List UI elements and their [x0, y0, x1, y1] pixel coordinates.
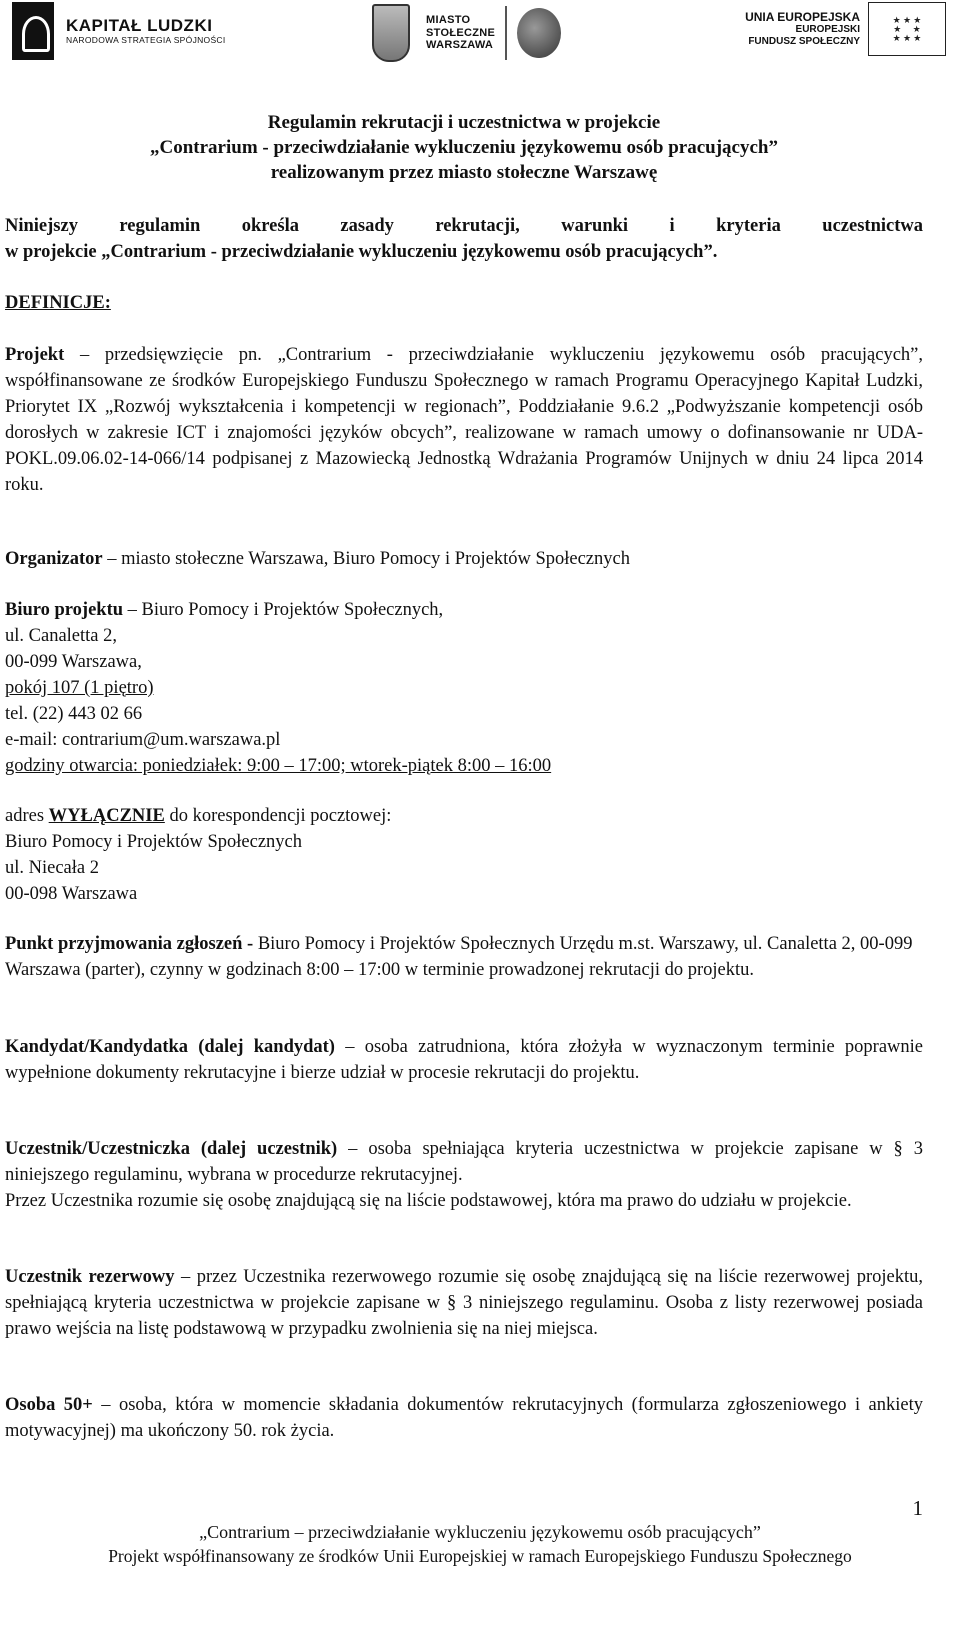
term-projekt: Projekt [5, 345, 65, 365]
term-rezerwowy: Uczestnik rezerwowy [5, 1267, 175, 1287]
term-osoba-50: Osoba 50+ [5, 1395, 93, 1415]
warsaw-crest-icon [372, 4, 410, 62]
logo-divider [505, 6, 507, 60]
kandydat-text: – osoba zatrudniona, która złożyła w wyznaczonym terminie poprawnie wypełnione dokumenty rekrutacyjne i bierze udział w procesie rekrutacji do projektu. [5, 1037, 923, 1083]
uczestnik-extra: Przez Uczestnika rozumie się osobę znajdującą się na liście podstawowej, która ma prawo do udziału w projekcie. [5, 1191, 852, 1211]
term-uczestnik: Uczestnik/Uczestniczka (dalej uczestnik) [5, 1139, 338, 1159]
footer-line-1: „Contrarium – przeciwdziałanie wykluczeniu językowemu osób pracujących” [199, 1522, 761, 1542]
postal-suffix: do korespondencji pocztowej: [164, 806, 392, 826]
intro-paragraph [5, 213, 923, 265]
biuro-hours: godziny otwarcia: poniedziałek: 9:00 – 17:00; wtorek-piątek 8:00 – 16:00 [5, 756, 552, 776]
eu-logo-line2: EUROPEJSKI [795, 24, 860, 36]
postal-street: ul. Niecała 2 [5, 858, 99, 878]
term-biuro-projektu: Biuro projektu [5, 600, 124, 620]
punkt-text: Biuro Pomocy i Projektów Społecznych Urzędu m.st. Warszawy, ul. Canaletta 2, 00-099 Warszawa (parter), czynny w godzinach 8:00 – 17:00 w terminie prowadzonej rekrutacji do projektu. [5, 934, 913, 980]
document-title [0, 110, 928, 185]
page-number: 1 [912, 1496, 923, 1520]
eu-logo [745, 2, 946, 56]
postal-emphasis: WYŁĄCZNIE [48, 806, 165, 826]
definition-uczestnik [5, 1136, 923, 1188]
uczestnik-text: – osoba spełniająca kryteria uczestnictwa w projekcie zapisane w § 3 niniejszego regulaminu, wybrana w procedurze rekrutacyjnej. [5, 1139, 923, 1185]
definition-rezerwowy [5, 1264, 923, 1342]
term-organizator: Organizator [5, 549, 103, 569]
term-punkt: Punkt przyjmowania zgłoszeń - [5, 934, 254, 954]
footer-line-2: Projekt współfinansowany ze środków Unii Europejskiej w ramach Europejskiego Funduszu Społecznego [108, 1546, 852, 1566]
title-line-3: realizowanym przez miasto stołeczne Warszawę [270, 162, 658, 183]
definition-biuro-projektu [5, 597, 923, 779]
biuro-phone: tel. (22) 443 02 66 [5, 704, 143, 724]
definition-kandydat [5, 1034, 923, 1086]
biuro-city: 00-099 Warszawa, [5, 652, 142, 672]
kapital-ludzki-title: KAPITAŁ LUDZKI [66, 15, 213, 35]
intro-line-2: w projekcie „Contrarium - przeciwdziałanie wykluczeniu językowemu osób pracujących”. [5, 242, 718, 262]
postal-city: 00-098 Warszawa [5, 884, 138, 904]
intro-line-1: Niniejszy regulamin określa zasady rekrutacji, warunki i kryteria uczestnictwa [5, 216, 923, 236]
title-line-2: „Contrarium - przeciwdziałanie wykluczeniu językowemu osób pracujących” [150, 137, 778, 158]
projekt-text: – przedsięwzięcie pn. „Contrarium - przeciwdziałanie wykluczeniu językowemu osób pracujących”, współfinansowane ze środków Europejskiego Funduszu Społecznego w ramach Programu Operacyjnego Kapitał Ludzki, Priorytet IX „Rozwój wykształcenia i kompetencji w regionach”, Poddziałanie 9.6.2 „Podwyższanie kompetencji osób dorosłych w zakresie ICT i znajomości języków obcych”, realizowane w ramach umowy o dofinansowanie nr UDA-POKL.09.06.02-14-066/14 podpisanej z Mazowiecką Jednostką Wdrażania Programów Unijnych w dniu 24 lipca 2014 roku. [5, 345, 924, 495]
page-header [0, 0, 960, 70]
definitions-heading: DEFINICJE: [5, 293, 111, 313]
kapital-ludzki-subtitle: NARODOWA STRATEGIA SPÓJNOŚCI [66, 34, 226, 45]
biuro-email[interactable]: e-mail: contrarium@um.warszawa.pl [5, 730, 281, 750]
eu-logo-line1: UNIA EUROPEJSKA [745, 9, 860, 24]
eu-logo-line3: FUNDUSZ SPOŁECZNY [748, 35, 860, 47]
warszawa-logo-line2: STOŁECZNE [426, 26, 496, 39]
biuro-text: – Biuro Pomocy i Projektów Społecznych, [123, 600, 444, 620]
project-mascot-icon [517, 8, 561, 58]
organizator-text: – miasto stołeczne Warszawa, Biuro Pomocy i Projektów Społecznych [102, 549, 630, 569]
postal-address [5, 803, 923, 907]
rezerwowy-text: – przez Uczestnika rezerwowego rozumie się osobę znajdującą się na liście rezerwowej projektu, spełniającą kryteria uczestnictwa w projekcie zapisane w § 3 niniejszego regulaminu. Osoba z listy rezerwowej posiada prawo wejścia na listę podstawową w przypadku zwolnienia się na niej miejsca. [5, 1267, 924, 1339]
warszawa-logo-line1: MIASTO [426, 14, 471, 27]
definition-organizator [5, 546, 923, 572]
eu-flag-icon: ★ ★ ★ ★ ★ ★ ★ ★ [868, 2, 946, 56]
biuro-street: ul. Canaletta 2, [5, 626, 117, 646]
kapital-ludzki-emblem-icon [12, 2, 54, 60]
osoba50-text: – osoba, która w momencie składania dokumentów rekrutacyjnych (formularza zgłoszeniowego i ankiety motywacyjnej) ma ukończony 50. rok życia. [5, 1395, 924, 1441]
biuro-room: pokój 107 (1 piętro) [5, 678, 154, 698]
definition-projekt [5, 342, 923, 498]
postal-prefix: adres [5, 806, 49, 826]
warszawa-logo [372, 4, 561, 62]
term-kandydat: Kandydat/Kandydatka (dalej kandydat) [5, 1037, 335, 1057]
kapital-ludzki-logo [12, 2, 226, 60]
title-line-1: Regulamin rekrutacji i uczestnictwa w projekcie [267, 112, 661, 133]
definition-osoba-50 [5, 1392, 923, 1444]
definition-punkt [5, 931, 923, 983]
warszawa-logo-line3: WARSZAWA [426, 39, 494, 52]
postal-name: Biuro Pomocy i Projektów Społecznych [5, 832, 302, 852]
